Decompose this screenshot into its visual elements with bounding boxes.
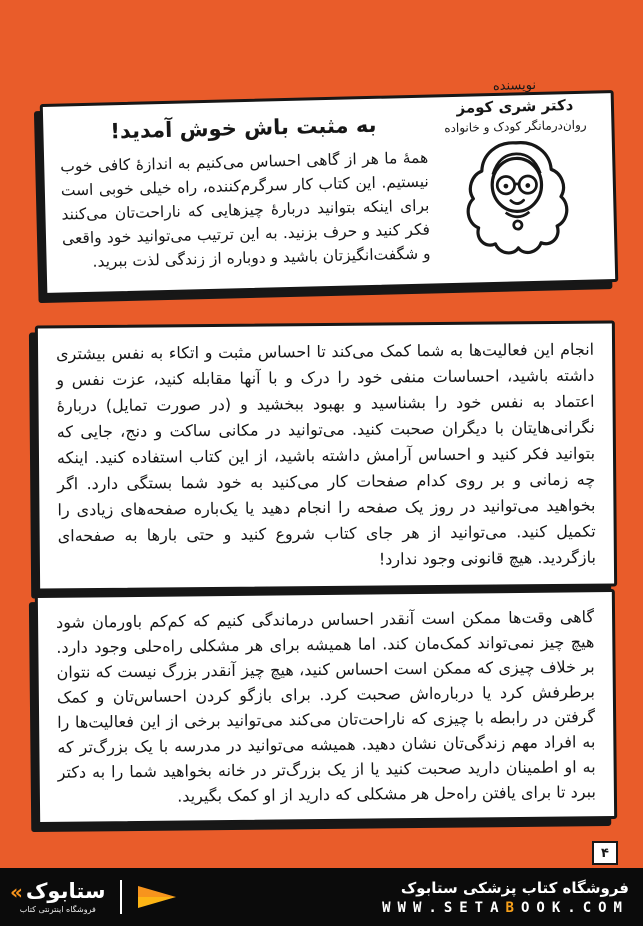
footer-bar	[0, 868, 643, 926]
website-url-accent-letter: B	[505, 899, 521, 916]
author-label: نویسنده	[492, 77, 537, 94]
logo-wordmark: ستابوک	[25, 878, 106, 903]
logo-row	[10, 880, 106, 903]
author-name: دکتر شری کومز	[456, 95, 574, 117]
therapist-illustration	[447, 136, 588, 265]
setabook-logo	[10, 880, 106, 914]
footer-text-block	[382, 879, 629, 916]
activities-box	[35, 320, 617, 591]
welcome-main	[59, 104, 431, 285]
author-role: روان‌درمانگر کودک و خانواده	[444, 117, 587, 135]
support-body: گاهی وقت‌ها ممکن است آنقدر احساس درماندگی کنیم که کم‌کم باورمان شود هیچ چیز نمی‌تواند کمک‌مان کند. اما همیشه برای هر مشکلی راه‌حلی وجود دارد. بر خلاف چیزی که ممکن است احساس کنید، هیچ چیز آنقدر بزرگ نیست که نتوان برطرفش کرد یا درباره‌اش صحبت کرد. برای بازگو کردن احساس‌تان و کمک گرفتن در رابطه با چیزی که ناراحت‌تان می‌کند می‌توانید برخی از این فعالیت‌ها را به افراد مهم زندگی‌تان نشان دهید. همیشه می‌توانید در مدرسه با یک بزرگ‌تر که به او اطمینان دارید صحبت کنید یا از یک بزرگ‌تر در خانه بخواهید شما را به دکتر ببرد تا برای یافتن راه‌حل هر مشکلی که دارید از او کمک بگیرید.	[55, 607, 597, 806]
website-url	[382, 900, 629, 916]
footer-divider	[120, 880, 122, 914]
logo-chevron-icon: «	[10, 879, 23, 904]
logo-tagline: فروشگاه اینترنتی کتاب	[19, 905, 96, 915]
website-url-segment: WWW.SETA	[382, 899, 506, 916]
store-name: فروشگاه کتاب پزشکی ستابوک	[400, 878, 629, 897]
woman-portrait-icon	[447, 136, 588, 265]
welcome-title: به مثبت باش خوش آمدید!	[110, 112, 377, 144]
website-url-segment: OOK.COM	[520, 899, 629, 916]
setabook-mark-icon	[136, 883, 178, 911]
welcome-sidebar	[431, 77, 603, 275]
welcome-box	[40, 77, 619, 296]
page-number-badge: ۴	[592, 841, 618, 865]
support-box	[35, 589, 617, 825]
activities-body: انجام این فعالیت‌ها به شما کمک می‌کند تا احساس مثبت و اتکاء به نفس بیشتری داشته باشید، احساسات منفی خود را درک و با آنها مقابله کنید، عزت نفس و اعتماد به نفس خود را بشناسید و بهبود ببخشید و (در صورت تمایل) دربارۀ نگرانی‌هایتان با دیگران صحبت کنید. می‌توانید در مکانی ساکت و دنج، جایی که بتوانید فکر کنید و احساس آرامش داشته باشید، از این کتاب استفاده کنید. اینکه چه زمانی و بر روی کدام صفحات کار می‌کنید به خود شما بستگی دارد. اگر بخواهید می‌توانید در روز یک صفحه را انجام دهید یا یک‌باره صفحه‌های زیادی را تکمیل کنید. می‌توانید از هر جای کتاب شروع کنید و حتی بارها به صفحه‌ای بازگردید. هیچ قانونی وجود ندارد!	[56, 339, 596, 569]
author-block	[443, 76, 587, 137]
welcome-body: همۀ ما هر از گاهی احساس می‌کنیم به اندازۀ کافی خوب نیستیم. این کتاب کار سرگرم‌کننده، راه خیلی خوبی است برای اینکه بتوانید دربارۀ چیزهایی که ناراحت‌تان می‌کنند فکر کنید و حرف بزنید. به این ترتیب می‌توانید خود واقعی و شگفت‌انگیزتان باشید و دوباره از زندگی لذت ببرید.	[60, 148, 431, 271]
